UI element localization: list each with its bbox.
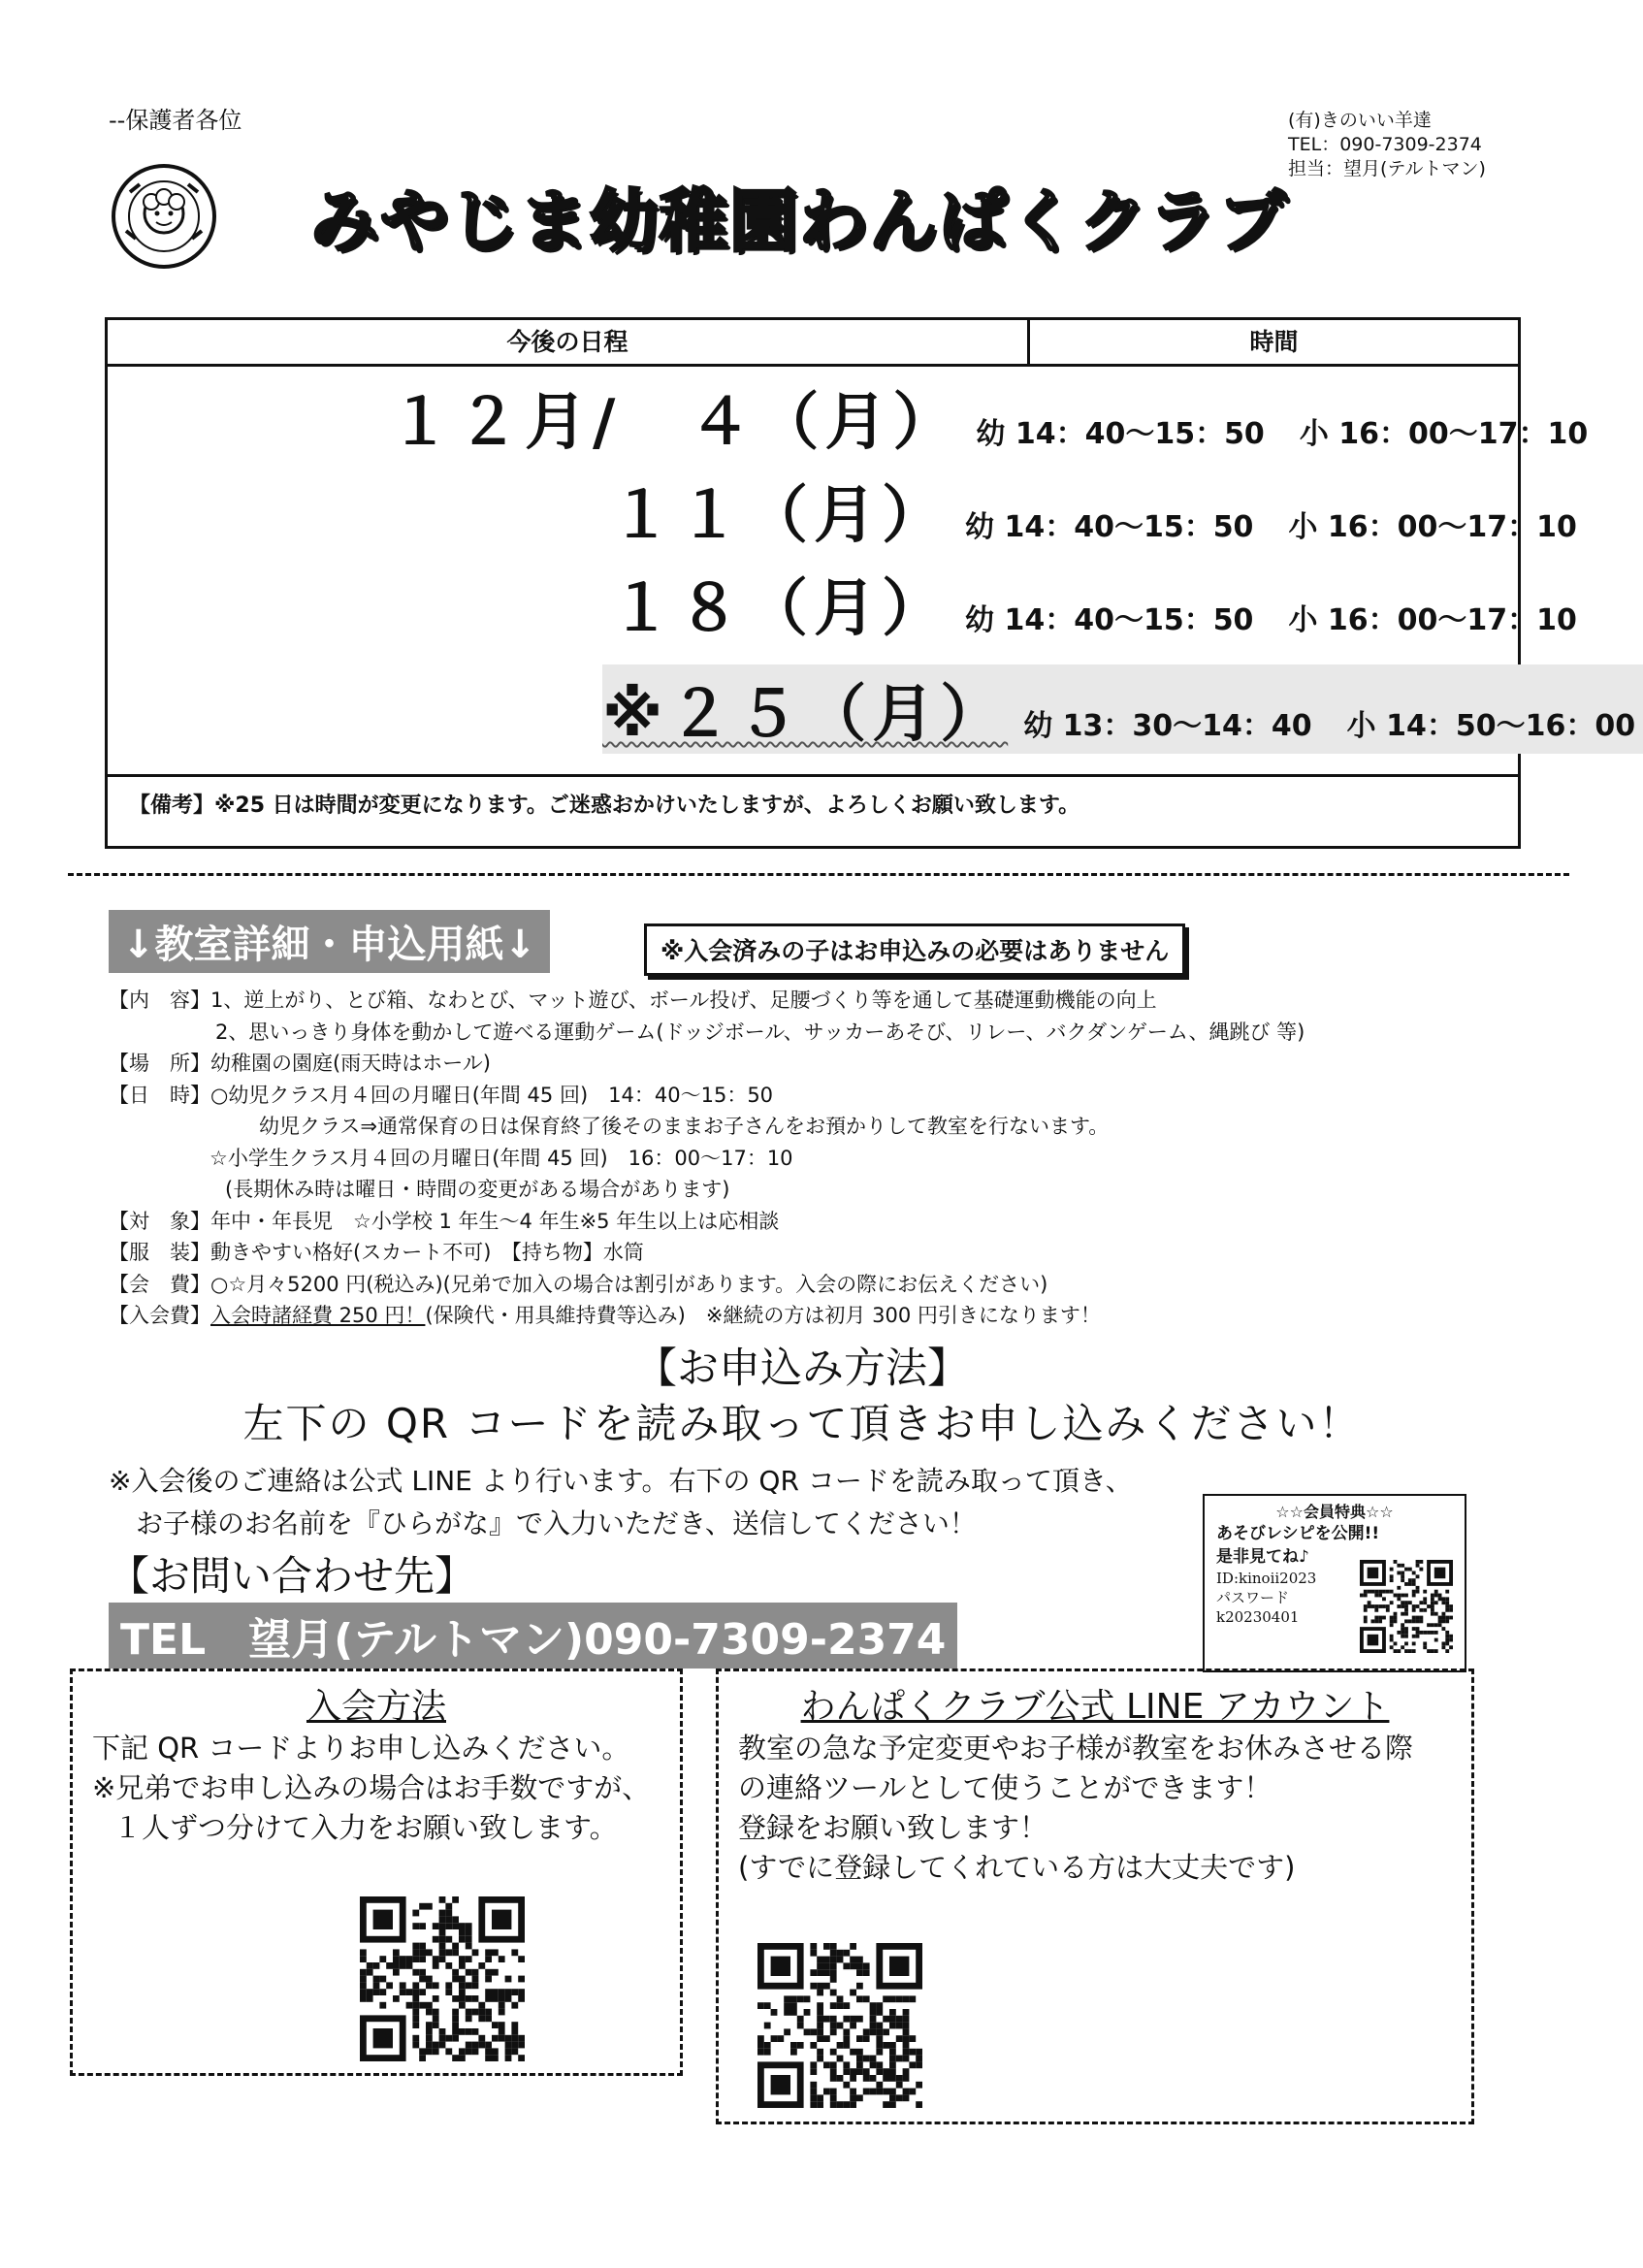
detail-line: 【服 装】動きやすい格好(スカート不可) 【持ち物】水筒	[109, 1241, 644, 1264]
schedule-row	[389, 373, 1623, 462]
schedule-row-changed	[602, 664, 1643, 754]
perk-line: あそびレシピを公開!!	[1216, 1524, 1380, 1543]
schedule-date-header: 今後の日程	[108, 320, 1030, 364]
apply-instruction: 左下の QR コードを読み取って頂きお申し込みください！	[242, 1400, 1362, 1447]
schedule-date: １２月/ ４（月）	[389, 387, 961, 459]
schedule-preschool-time: 幼 14：40〜15：50	[965, 510, 1254, 544]
member-perk-box	[1203, 1494, 1466, 1672]
recipient-line: --保護者各位	[109, 107, 242, 134]
apply-heading: 【お申込み方法】	[635, 1345, 969, 1393]
detail-line: (長期休み時は曜日・時間の変更がある場合があります)	[225, 1178, 730, 1201]
perk-id: ID:kinoii2023	[1216, 1570, 1317, 1587]
sheep-logo-icon	[111, 163, 217, 270]
join-box-line: １人ずつ分けて入力をお願い致します。	[113, 1811, 618, 1844]
schedule-table	[105, 317, 1636, 849]
details-banner: ↓教室詳細・申込用紙↓	[109, 910, 550, 973]
join-box-title: 入会方法	[306, 1687, 446, 1727]
perk-line: 是非見てね♪	[1216, 1547, 1309, 1567]
detail-line: 【対 象】年中・年長児 ☆小学校 1 年生〜4 年生※5 年生以上は応相談	[109, 1209, 780, 1233]
schedule-preschool-time: 幼 14：40〜15：50	[965, 603, 1254, 637]
join-method-box	[70, 1669, 683, 2076]
line-qr-code-icon[interactable]	[757, 1943, 922, 2108]
schedule-header	[108, 320, 1518, 367]
detail-line: 【場 所】幼稚園の園庭(雨天時はホール)	[109, 1052, 491, 1075]
fee-label: 【入会費】	[109, 1304, 210, 1327]
schedule-date: ※２５（月）	[602, 679, 1009, 751]
company-contact: 担当：望月(テルトマン)	[1288, 158, 1486, 179]
existing-member-notice: ※入会済みの子はお申込みの必要はありません	[644, 923, 1185, 976]
section-divider	[68, 873, 1569, 876]
detail-line: 幼児クラス⇒通常保育の日は保育終了後そのままお子さんをお預かりして教室を行ないます。	[259, 1115, 1110, 1138]
join-box-line: ※兄弟でお申し込みの場合はお手数ですが、	[92, 1771, 651, 1804]
detail-line: 2、思いっきり身体を動かして遊べる運動ゲーム(ドッジボール、サッカーあそび、リレー、バクダンゲーム、縄跳び 等)	[215, 1020, 1305, 1044]
contact-tel: TEL 望月(テルトマン)090-7309-2374	[109, 1603, 957, 1669]
schedule-date: １８（月）	[610, 573, 950, 645]
detail-line-fee	[109, 1300, 1544, 1332]
detail-line: 【日 時】○幼児クラス月４回の月曜日(年間 45 回) 14：40〜15：50	[109, 1083, 774, 1107]
perk-qr-code-icon[interactable]	[1360, 1560, 1453, 1653]
schedule-row	[610, 559, 1612, 648]
contact-heading: 【お問い合わせ先】	[109, 1552, 476, 1600]
company-name: (有)きのいい羊達	[1288, 110, 1432, 131]
schedule-preschool-time: 幼 14：40〜15：50	[976, 417, 1265, 451]
perk-password-label: パスワード	[1216, 1589, 1290, 1606]
company-tel: TEL：090-7309-2374	[1288, 134, 1482, 155]
line-account-box	[716, 1669, 1474, 2124]
line-box-line: (すでに登録してくれている方は大丈夫です)	[738, 1851, 1296, 1884]
perk-password: k20230401	[1216, 1608, 1300, 1626]
apply-note-line: お子様のお名前を『ひらがな』で入力いただき、送信してください！	[136, 1507, 977, 1539]
line-box-title: わんぱくクラブ公式 LINE アカウント	[800, 1687, 1390, 1727]
detail-line: 【会 費】○☆月々5200 円(税込み)(兄弟で加入の場合は割引があります。入会の際にお伝えください)	[109, 1272, 1048, 1296]
fee-underlined: 入会時諸経費 250 円！	[210, 1304, 426, 1327]
schedule-elementary-time: 小 16：00〜17：10	[1288, 510, 1577, 544]
perk-heading: ☆☆会員特典☆☆	[1275, 1503, 1394, 1521]
schedule-elementary-time: 小 16：00〜17：10	[1288, 603, 1577, 637]
schedule-elementary-time: 小 16：00〜17：10	[1299, 417, 1589, 451]
line-box-line: の連絡ツールとして使うことができます！	[738, 1771, 1273, 1804]
schedule-remarks: 【備考】※25 日は時間が変更になります。ご迷惑おかけいたしますが、よろしくお願い致します。	[108, 774, 1518, 849]
apply-note	[109, 1460, 1133, 1545]
line-box-line: 登録をお願い致します！	[738, 1811, 1048, 1844]
schedule-row	[610, 466, 1612, 555]
join-box-line: 下記 QR コードよりお申し込みください。	[92, 1732, 630, 1765]
line-box-line: 教室の急な予定変更やお子様が教室をお休みさせる際	[738, 1732, 1414, 1765]
class-details	[109, 985, 1544, 1332]
schedule-elementary-time: 小 14：50〜16：00	[1346, 709, 1636, 743]
detail-line: ☆小学生クラス月４回の月曜日(年間 45 回) 16：00〜17：10	[209, 1146, 793, 1170]
schedule-date: １１（月）	[610, 480, 950, 552]
apply-note-line: ※入会後のご連絡は公式 LINE より行います。右下の QR コードを読み取って頂き、	[109, 1465, 1133, 1497]
schedule-preschool-time: 幼 13：30〜14：40	[1023, 709, 1312, 743]
detail-line: 【内 容】1、逆上がり、とび箱、なわとび、マット遊び、ボール投げ、足腰づくり等を通して基礎運動機能の向上	[109, 988, 1157, 1012]
schedule-time-header: 時間	[1249, 328, 1299, 356]
join-qr-code-icon[interactable]	[360, 1896, 525, 2061]
fee-rest: (保険代・用具維持費等込み) ※継続の方は初月 300 円引きになります！	[425, 1304, 1101, 1327]
page-title: みやじま幼稚園わんぱくクラブ	[310, 181, 1288, 261]
company-info	[1288, 109, 1486, 181]
